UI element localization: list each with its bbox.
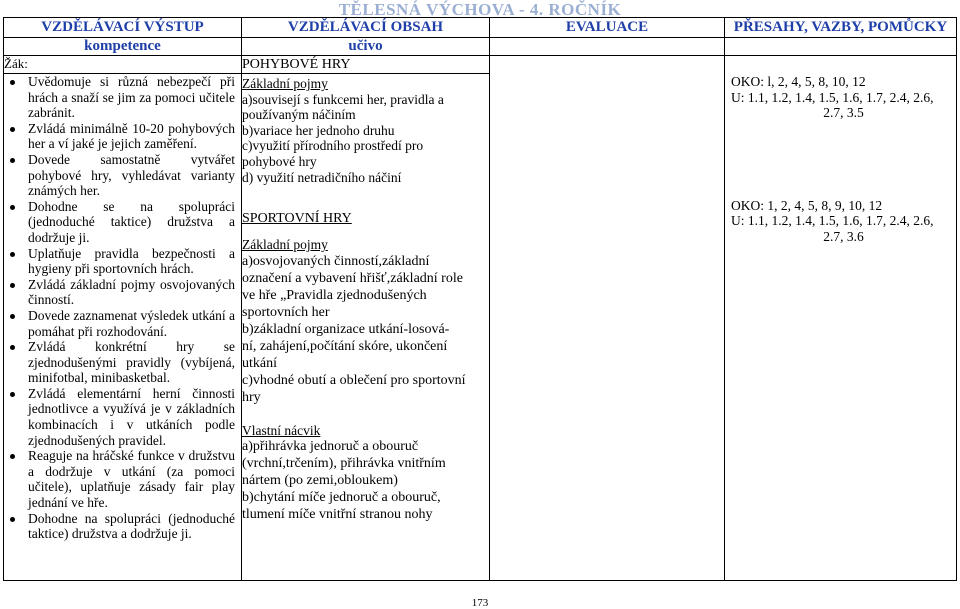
vystup-item-text: Zvládá minimálně 10-20 pohybových her a ví jaké je jejich zaměření.	[28, 120, 235, 152]
vazby-block-2	[725, 121, 956, 245]
vystup-item-text: Zvládá elementární herní činnosti jednotlivce a využívá je v základních kombinacích i v utkáních podle zjednodušených pravidel.	[28, 385, 235, 448]
header-evaluace: EVALUACE	[490, 18, 725, 38]
vystup-item-text: Dovede zaznamenat výsledek utkání a pomáhat při rozhodování.	[28, 307, 235, 339]
s2-line: hry	[242, 389, 261, 405]
s2-line: a)osvojovaných činností,základní	[242, 253, 430, 269]
header-presahy: PŘESAHY, VAZBY, POMŮCKY	[725, 18, 957, 38]
page-title: TĚLESNÁ VÝCHOVA - 4. ROČNÍK	[338, 0, 622, 19]
vystup-item	[4, 277, 241, 308]
section-title-pohybove-hry: POHYBOVÉ HRY	[242, 56, 490, 74]
bullet-icon	[10, 127, 15, 132]
vazby-2-line-2: U: 1.1, 1.2, 1.4, 1.5, 1.6, 1.7, 2.4, 2.6,	[731, 213, 934, 229]
bullet-icon	[10, 283, 15, 288]
vystup-item	[4, 152, 241, 199]
vystup-cell	[4, 74, 242, 581]
vystup-item-text: Dohodne na spolupráci (jednoduché taktice) družstva a dodržuje ji.	[28, 510, 235, 542]
s3-line: a)přihrávka jednoruč a obouruč	[242, 439, 419, 455]
bullet-icon	[10, 392, 15, 397]
bullet-icon	[10, 345, 15, 350]
vystup-item	[4, 199, 241, 246]
section-title-sportovni-hry: SPORTOVNÍ HRY	[242, 211, 352, 227]
s2-line: označení a vybavení hřišť,základní role	[242, 270, 463, 286]
vazby-2-line-1: OKO: 1, 2, 4, 5, 8, 9, 10, 12	[731, 197, 883, 213]
bullet-icon	[10, 454, 15, 459]
s2-heading: Základní pojmy	[242, 237, 328, 253]
s2-line: sportovních her	[242, 304, 330, 320]
s3-line: (vrchní,trčením), přihrávka vnitřním	[242, 456, 446, 472]
bullet-icon	[10, 205, 15, 210]
presahy-cell-top	[725, 56, 957, 581]
vystup-item	[4, 308, 241, 339]
s2-line: c)vhodné obutí a oblečení pro sportovní	[242, 372, 466, 388]
vystup-item-text: Dovede samostatně vytvářet pohybové hry, vyhledávat varianty známých her.	[28, 151, 235, 199]
vystup-item-text: Zvládá základní pojmy osvojovaných činností.	[28, 276, 235, 308]
vystup-item-text: Dohodne se na spolupráci (jednoduché taktice) družstva a dodržuje ji.	[28, 198, 235, 245]
vystup-item	[4, 386, 241, 448]
vystup-list	[4, 74, 241, 542]
subheader-ucivo: učivo	[242, 38, 490, 56]
vystup-item-text: Zvládá konkrétní hry se zjednodušenými pravidly (vybíjená, minifotbal, minibasketbal.	[28, 339, 235, 386]
bullet-icon	[10, 517, 15, 522]
vystup-item	[4, 74, 241, 121]
vystup-item-text: Uplatňuje pravidla bezpečnosti a hygieny při sportovních hrách.	[28, 245, 235, 277]
vystup-item-text: Uvědomuje si různá nebezpečí při hrách a snaží se jim za pomoci učitele zabránit.	[28, 74, 235, 121]
vystup-item	[4, 246, 241, 277]
s1-line: b)variace her jednoho druhu	[242, 122, 395, 138]
s3-line: tlumení míče vnitřní stranou nohy	[242, 507, 433, 523]
vazby-1-line-3: 2.7, 3.5	[823, 105, 864, 121]
s2-line: b)základní organizace utkání-losová-	[242, 321, 450, 337]
s3-line: b)chytání míče jednoruč a obouruč,	[242, 490, 441, 506]
s1-line: používaným náčiním	[242, 107, 356, 123]
s3-line: nártem (po zemi,obloukem)	[242, 473, 398, 489]
page-number: 173	[471, 597, 489, 609]
vystup-item-text: Reaguje na hráčské funkce v družstvu a dodržuje v utkání (za pomoci učitele), uplatňuje zásady fair play jednání ve hře.	[28, 448, 235, 511]
vystup-item	[4, 339, 241, 386]
bullet-icon	[10, 80, 15, 85]
bullet-icon	[10, 158, 15, 163]
obsah-cell	[242, 74, 490, 581]
subheader-kompetence: kompetence	[4, 38, 242, 56]
subheader-row	[4, 38, 957, 56]
header-vystup: VZDĚLÁVACÍ VÝSTUP	[4, 18, 242, 38]
curriculum-table	[3, 17, 957, 581]
bullet-icon	[10, 252, 15, 257]
subheader-empty-presahy	[725, 38, 957, 56]
vazby-1-line-1: OKO: l, 2, 4, 5, 8, 10, 12	[731, 74, 866, 89]
s2-line: utkání	[242, 355, 277, 371]
zak-label: Žák:	[4, 56, 242, 74]
evaluace-cell-top	[490, 56, 725, 581]
vazby-block-1	[725, 56, 956, 121]
subheader-empty-evaluace	[490, 38, 725, 56]
vystup-item	[4, 121, 241, 152]
vazby-2-line-3: 2.7, 3.6	[823, 228, 864, 244]
section-title-row	[4, 56, 957, 74]
s3-heading: Vlastní nácvik	[242, 422, 321, 438]
s1-line: pohybové hry	[242, 153, 317, 169]
vazby-1-line-2: U: 1.1, 1.2, 1.4, 1.5, 1.6, 1.7, 2.4, 2.6,	[731, 89, 934, 105]
vystup-item	[4, 448, 241, 510]
bullet-icon	[10, 314, 15, 319]
s1-line: c)využití přírodního prostředí pro	[242, 138, 424, 154]
header-row	[4, 18, 957, 38]
s2-line: ní, zahájení,počítání skóre, ukončení	[242, 338, 448, 354]
header-obsah: VZDĚLÁVACÍ OBSAH	[242, 18, 490, 38]
vystup-item	[4, 511, 241, 542]
s1-line: a)souvisejí s funkcemi her, pravidla a	[242, 91, 444, 107]
s1-heading: Základní pojmy	[242, 76, 328, 91]
s2-line: ve hře „Pravidla zjednodušených	[242, 287, 427, 303]
s1-line: d) využití netradičního náčiní	[242, 169, 402, 185]
